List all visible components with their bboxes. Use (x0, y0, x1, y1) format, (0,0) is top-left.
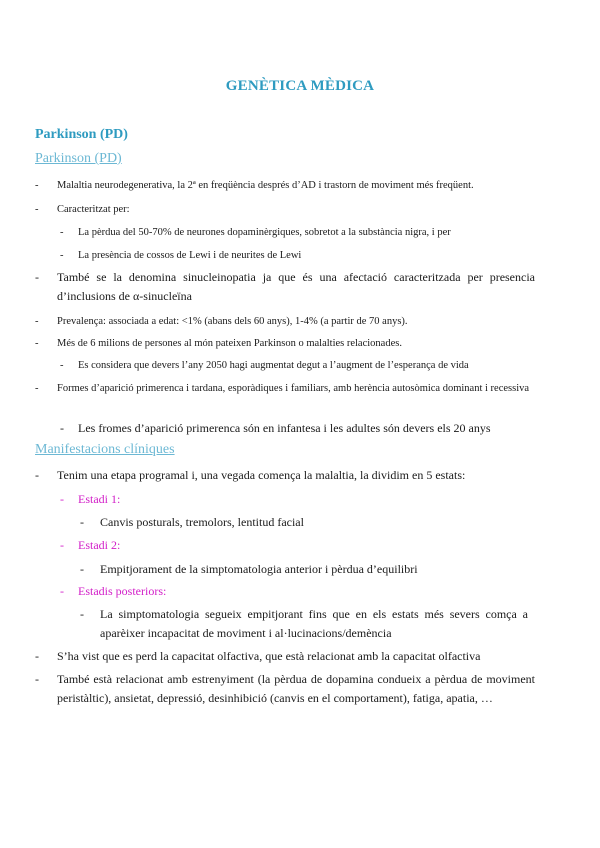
bullet-text: Estadis posteriors: (78, 584, 167, 598)
bullet-text: Estadi 1: (78, 492, 121, 506)
bullet-dash: - (60, 538, 64, 552)
bullet-dash: - (60, 250, 64, 261)
bullet-dash: - (80, 607, 84, 621)
bullet-text: S’ha vist que es perd la capacitat olfactiva, que està relacionat amb la capacitat olfactiva (57, 649, 481, 663)
bullet-dash: - (60, 492, 64, 506)
bullet-dash: - (35, 204, 39, 215)
bullet-text: Empitjorament de la simptomatologia anterior i pèrdua d’equilibri (100, 562, 418, 576)
bullet-text: Formes d’aparició primerenca i tardana, esporàdiques i familiars, amb herència autosòmica dominant i recessiva (57, 383, 530, 394)
bullet-dash: - (35, 383, 39, 394)
bullet-dash: - (60, 421, 64, 435)
bullet-dash: - (60, 360, 64, 371)
bullet-dash: - (35, 468, 39, 482)
bullet-text: La simptomatologia segueix empitjorant fins que en els estats més severs comça a aparèixer incapacitat de moviment i al·lucinacions/demència (100, 607, 528, 640)
bullet-dash: - (60, 584, 64, 598)
bullet-dash: - (35, 270, 39, 284)
bullet-text: Caracteritzat per: (57, 204, 130, 215)
bullet-text: Tenim una etapa programal i, una vegada comença la malaltia, la dividim en 5 estats: (57, 468, 466, 482)
bullet-text: La pèrdua del 50-70% de neurones dopaminèrgiques, sobretot a la substància nigra, i per (78, 227, 451, 238)
bullet-text: La presència de cossos de Lewi i de neurites de Lewi (78, 250, 302, 261)
bullet-dash: - (35, 316, 39, 327)
bullet-text: Canvis posturals, tremolors, lentitud facial (100, 515, 304, 529)
bullet-text: Més de 6 milions de persones al món pateixen Parkinson o malalties relacionades. (57, 338, 402, 349)
bullet-text: També està relacionat amb estrenyiment (la pèrdua de dopamina condueix a pèrdua de moviment peristàltic), ansietat, depressió, desinhibició (canvis en el comportament), fatiga, apatia, … (57, 672, 535, 705)
bullet-text: Es considera que devers l’any 2050 hagi augmentat degut a l’augment de l’esperança de vida (78, 360, 469, 371)
section-heading: Parkinson (PD) (35, 127, 128, 142)
bullet-dash: - (60, 227, 64, 238)
bullet-text: Prevalença: associada a edat: <1% (abans dels 60 anys), 1-4% (a partir de 70 anys). (57, 316, 408, 327)
bullet-dash: - (35, 649, 39, 663)
bullet-dash: - (80, 515, 84, 529)
bullet-text: També se la denomina sinucleinopatia ja que és una afectació caracteritzada per presencia d’inclusions de α-sinucleïna (57, 270, 535, 303)
bullet-dash: - (80, 562, 84, 576)
subsection-heading-clinical: Manifestacions clíniques (35, 442, 175, 457)
bullet-text: Malaltia neurodegenerativa, la 2ª en freqüència després d’AD i trastorn de moviment més freqüent. (57, 180, 474, 191)
document-title: GENÈTICA MÈDICA (225, 78, 375, 94)
bullet-text: Les fromes d’aparició primerenca són en infantesa i les adultes són devers els 20 anys (78, 421, 491, 435)
bullet-text: Estadi 2: (78, 538, 121, 552)
subsection-heading: Parkinson (PD) (35, 151, 122, 166)
bullet-dash: - (35, 180, 39, 191)
bullet-dash: - (35, 672, 39, 686)
bullet-dash: - (35, 338, 39, 349)
